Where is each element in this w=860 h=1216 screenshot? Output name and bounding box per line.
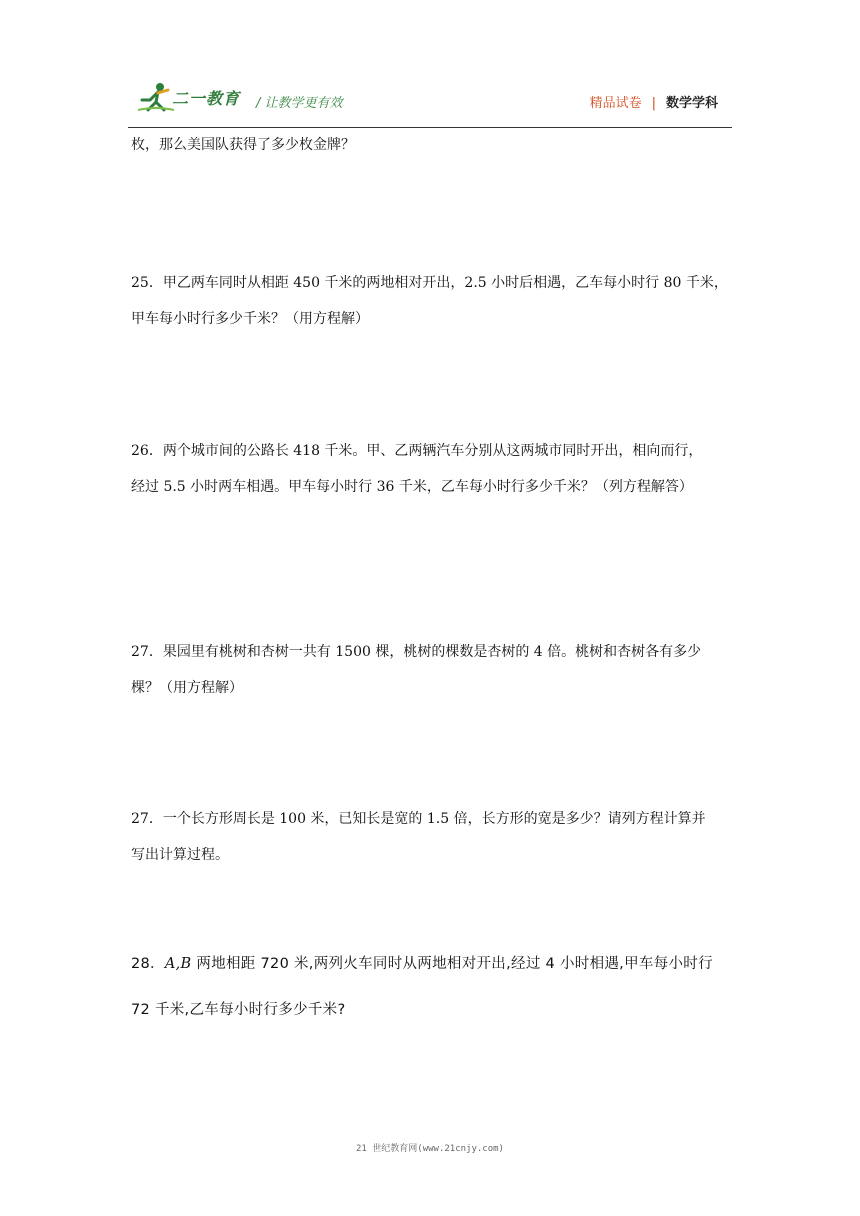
question-25 [131, 265, 731, 337]
slogan: / 让教学更有效 [256, 96, 343, 111]
question-line: 写出计算过程。 [131, 847, 229, 863]
question-line: 经过 5.5 小时两车相遇。甲车每小时行 36 千米，乙车每小时行多少千米？（列方程解答） [131, 479, 693, 495]
question-line: 26．两个城市间的公路长 418 千米。甲、乙两辆汽车分别从这两城市同时开出，相向而行， [131, 443, 703, 459]
tag-separator: | [651, 96, 656, 111]
question-line: 枚，那么美国队获得了多少枚金牌？ [131, 137, 355, 153]
question-text: 两地相距 720 米,两列火车同时从两地相对开出,经过 4 小时相遇,甲车每小时行 [191, 956, 713, 972]
question-line: 甲车每小时行多少千米？（用方程解） [131, 311, 369, 327]
logo-text: 二一教育 [172, 89, 241, 108]
question-28 [131, 941, 731, 1033]
question-line [131, 941, 731, 987]
tag-subject: 数学学科 [665, 96, 718, 111]
logo [136, 80, 266, 120]
question-27a [131, 634, 731, 706]
running-figure-icon [136, 80, 176, 114]
tag-premium-exam: 精品试卷 [589, 96, 642, 111]
point-labels: A,B [164, 956, 192, 972]
question-number: 28． [131, 956, 165, 972]
question-24-tail [131, 127, 731, 163]
question-26 [131, 433, 731, 505]
page-header [128, 80, 732, 128]
question-line: 27．一个长方形周长是 100 米，已知长是宽的 1.5 倍，长方形的宽是多少？请列方程计算并 [131, 811, 706, 827]
header-tags [590, 92, 718, 111]
question-line: 25．甲乙两车同时从相距 450 千米的两地相对开出，2.5 小时后相遇，乙车每小时行 80 千米， [131, 275, 728, 291]
question-line: 72 千米,乙车每小时行多少千米? [131, 1002, 346, 1018]
question-line: 27．果园里有桃树和杏树一共有 1500 棵，桃树的棵数是杏树的 4 倍。桃树和杏树各有多少 [131, 644, 702, 660]
page-footer: 21 世纪教育网(www.21cnjy.com) [356, 1144, 504, 1154]
question-27b [131, 801, 731, 873]
question-line: 棵？（用方程解） [131, 680, 243, 696]
